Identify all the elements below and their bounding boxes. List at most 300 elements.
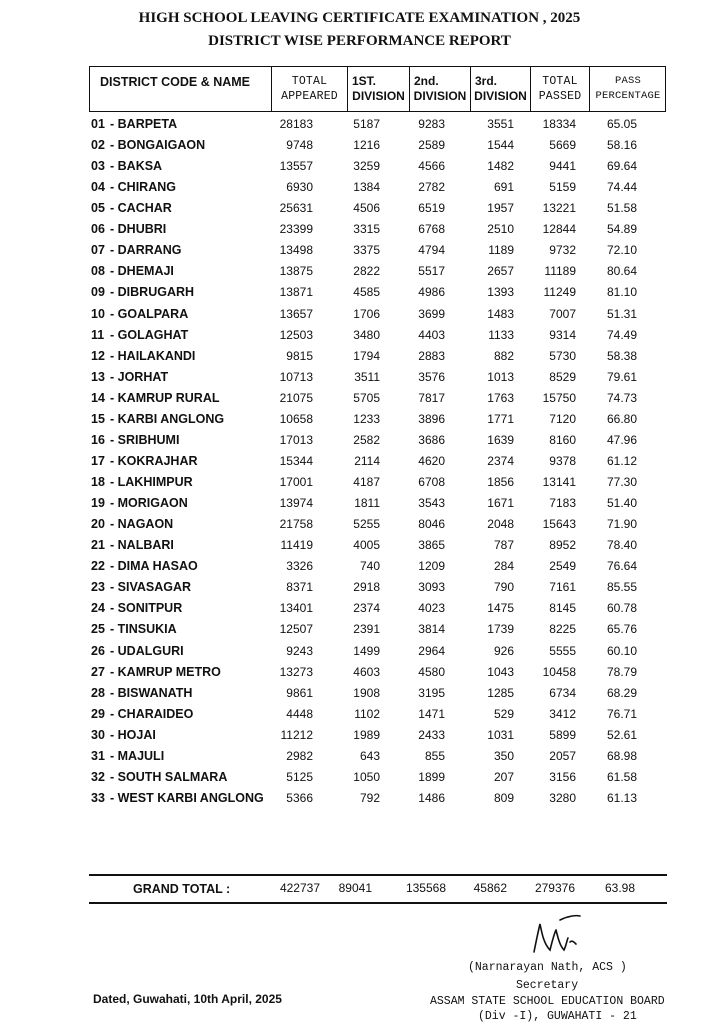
third-division: 1013: [487, 369, 514, 384]
grand-total-div1: 89041: [338, 881, 372, 895]
third-division: 691: [493, 180, 514, 195]
table-row: [0, 411, 719, 432]
pass-percentage: 51.40: [606, 496, 637, 511]
second-division: 3896: [418, 411, 445, 426]
first-division: 1811: [354, 496, 380, 511]
total-passed: 8952: [549, 538, 576, 553]
table-row: [0, 579, 719, 600]
total-passed: 5669: [549, 138, 576, 153]
pass-percentage: 51.58: [606, 201, 637, 216]
total-passed: 9378: [549, 453, 576, 468]
table-row: [0, 664, 719, 685]
second-division: 2883: [418, 348, 445, 363]
signatory-address: (Div -I), GUWAHATI - 21: [478, 1010, 637, 1023]
district-name: - CACHAR: [110, 201, 172, 216]
district-code: 02: [91, 138, 105, 153]
table-row: [0, 558, 719, 579]
district-name: - BAKSA: [110, 159, 163, 174]
district-name: - CHARAIDEO: [110, 706, 194, 721]
pass-percentage: 52.61: [606, 727, 637, 742]
first-division: 2582: [353, 432, 380, 447]
third-division: 1671: [487, 496, 514, 511]
first-division: 2918: [353, 580, 380, 595]
pass-percentage: 79.61: [606, 369, 637, 384]
second-division: 4794: [418, 243, 445, 258]
third-division: 790: [493, 580, 514, 595]
column-header-district: DISTRICT CODE & NAME: [100, 74, 250, 89]
third-division: 1856: [487, 475, 514, 490]
district-name: - TINSUKIA: [110, 622, 177, 637]
second-division: 3686: [418, 432, 445, 447]
second-division: 1486: [418, 790, 445, 805]
total-passed: 8145: [549, 601, 576, 616]
second-division: 5517: [418, 264, 445, 279]
second-division: 3093: [418, 580, 445, 595]
second-division: 3195: [418, 685, 445, 700]
column-header-div2: 2nd. DIVISION: [413, 74, 467, 103]
first-division: 4187: [353, 475, 380, 490]
total-appeared: 21758: [279, 517, 313, 532]
pass-percentage: 69.64: [606, 159, 637, 174]
table-row: [0, 263, 719, 284]
pass-percentage: 54.89: [606, 222, 637, 237]
first-division: 3511: [354, 369, 380, 384]
third-division: 1957: [487, 201, 514, 216]
pass-percentage: 77.30: [606, 475, 637, 490]
total-passed: 8529: [549, 369, 576, 384]
total-appeared: 13875: [279, 264, 313, 279]
table-row: [0, 790, 719, 811]
third-division: 1763: [487, 390, 514, 405]
second-division: 6708: [418, 475, 445, 490]
total-passed: 11249: [543, 285, 576, 300]
district-code: 15: [91, 411, 105, 426]
second-division: 1899: [418, 769, 445, 784]
district-code: 24: [91, 601, 105, 616]
total-passed: 8160: [549, 432, 576, 447]
second-division: 855: [424, 748, 445, 763]
table-row: [0, 516, 719, 537]
pass-percentage: 80.64: [606, 264, 637, 279]
total-appeared: 13273: [279, 664, 313, 679]
first-division: 792: [359, 790, 380, 805]
district-code: 32: [91, 769, 105, 784]
table-row: [0, 369, 719, 390]
pass-percentage: 76.71: [606, 706, 637, 721]
total-appeared: 17013: [279, 432, 313, 447]
table-row: [0, 621, 719, 642]
total-passed: 5159: [549, 180, 576, 195]
third-division: 1475: [487, 601, 514, 616]
district-code: 01: [91, 117, 105, 131]
third-division: 926: [493, 643, 514, 658]
district-code: 25: [91, 622, 105, 637]
district-code: 22: [91, 559, 105, 574]
second-division: 8046: [418, 517, 445, 532]
table-row: [0, 327, 719, 348]
district-code: 06: [91, 222, 105, 237]
table-row: [0, 158, 719, 179]
third-division: 2374: [487, 453, 514, 468]
district-code: 04: [91, 180, 105, 195]
third-division: 1639: [487, 432, 514, 447]
first-division: 1989: [353, 727, 380, 742]
table-row: [0, 600, 719, 621]
total-passed: 9732: [549, 243, 576, 258]
total-appeared: 23399: [279, 222, 313, 237]
first-division: 2374: [353, 601, 380, 616]
total-appeared: 8371: [286, 580, 313, 595]
total-passed: 3156: [549, 769, 576, 784]
third-division: 1483: [487, 306, 514, 321]
total-appeared: 9243: [286, 643, 313, 658]
first-division: 1102: [354, 706, 380, 721]
total-passed: 13141: [542, 475, 576, 490]
district-name: - BISWANATH: [110, 685, 193, 700]
table-row: [0, 474, 719, 495]
total-appeared: 10658: [279, 411, 313, 426]
grand-total-rule-top: [89, 874, 667, 876]
district-code: 10: [91, 306, 105, 321]
district-name: - MAJULI: [110, 748, 165, 763]
second-division: 1209: [418, 559, 445, 574]
pass-percentage: 81.10: [606, 285, 637, 300]
report-subtitle: DISTRICT WISE PERFORMANCE REPORT: [208, 33, 511, 49]
district-name: - BARPETA: [110, 117, 178, 131]
column-header-div3: 3rd. DIVISION: [474, 74, 527, 103]
pass-percentage: 47.96: [606, 432, 637, 447]
total-passed: 8225: [549, 622, 576, 637]
table-row: [0, 495, 719, 516]
total-appeared: 3326: [286, 559, 313, 574]
total-passed: 12844: [542, 222, 576, 237]
total-appeared: 13974: [279, 496, 313, 511]
date-line: Dated, Guwahati, 10th April, 2025: [93, 992, 282, 1006]
total-appeared: 9748: [286, 138, 313, 153]
grand-total-appeared: 422737: [279, 881, 320, 895]
district-name: - NAGAON: [110, 517, 174, 532]
total-passed: 2057: [549, 748, 576, 763]
total-appeared: 13401: [279, 601, 313, 616]
district-code: 19: [91, 496, 105, 511]
total-passed: 9314: [549, 327, 576, 342]
first-division: 5255: [353, 517, 380, 532]
district-name: - JORHAT: [110, 369, 169, 384]
first-division: 1216: [353, 138, 380, 153]
second-division: 2964: [418, 643, 445, 658]
total-appeared: 13657: [279, 306, 313, 321]
second-division: 3543: [418, 496, 445, 511]
total-passed: 5730: [549, 348, 576, 363]
table-row: [0, 221, 719, 242]
district-code: 07: [91, 243, 105, 258]
third-division: 3551: [487, 117, 514, 131]
second-division: 2782: [418, 180, 445, 195]
first-division: 3315: [353, 222, 380, 237]
second-division: 6519: [418, 201, 445, 216]
table-row: [0, 390, 719, 411]
total-passed: 5555: [549, 643, 576, 658]
district-code: 31: [91, 748, 105, 763]
grand-total-row: [0, 880, 719, 900]
total-passed: 7120: [549, 411, 576, 426]
district-code: 18: [91, 475, 105, 490]
first-division: 1050: [353, 769, 380, 784]
district-name: - KAMRUP RURAL: [110, 390, 220, 405]
district-code: 21: [91, 538, 105, 553]
pass-percentage: 78.79: [606, 664, 637, 679]
first-division: 2114: [354, 453, 380, 468]
first-division: 1908: [353, 685, 380, 700]
total-passed: 11189: [544, 264, 576, 279]
third-division: 529: [493, 706, 514, 721]
pass-percentage: 74.49: [606, 327, 637, 342]
district-name: - BONGAIGAON: [110, 138, 206, 153]
pass-percentage: 60.78: [606, 601, 637, 616]
total-appeared: 5125: [286, 769, 313, 784]
total-appeared: 6930: [286, 180, 313, 195]
district-code: 29: [91, 706, 105, 721]
district-code: 12: [91, 348, 105, 363]
first-division: 1794: [353, 348, 380, 363]
district-name: - KARBI ANGLONG: [110, 411, 225, 426]
total-appeared: 4448: [286, 706, 313, 721]
first-division: 1384: [353, 180, 380, 195]
total-appeared: 11419: [280, 538, 313, 553]
total-passed: 18334: [542, 117, 576, 131]
total-passed: 7007: [549, 306, 576, 321]
first-division: 3480: [353, 327, 380, 342]
first-division: 1499: [353, 643, 380, 658]
column-header-percentage: PASS PERCENTAGE: [595, 75, 661, 102]
third-division: 1739: [487, 622, 514, 637]
third-division: 2048: [487, 517, 514, 532]
total-passed: 9441: [549, 159, 576, 174]
total-passed: 15750: [542, 390, 576, 405]
second-division: 1471: [418, 706, 445, 721]
signature-image: [520, 912, 590, 960]
district-name: - SIVASAGAR: [110, 580, 192, 595]
total-passed: 2549: [549, 559, 576, 574]
total-passed: 3412: [549, 706, 576, 721]
second-division: 9283: [418, 117, 445, 131]
district-code: 13: [91, 369, 105, 384]
pass-percentage: 65.05: [606, 117, 637, 131]
first-division: 3259: [353, 159, 380, 174]
district-name: - GOALPARA: [110, 306, 189, 321]
second-division: 7817: [418, 390, 445, 405]
first-division: 1233: [353, 411, 380, 426]
total-appeared: 9861: [286, 685, 313, 700]
district-name: - NALBARI: [110, 538, 174, 553]
table-row: [0, 116, 719, 137]
first-division: 2822: [353, 264, 380, 279]
pass-percentage: 66.80: [606, 411, 637, 426]
first-division: 643: [359, 748, 380, 763]
total-passed: 10458: [542, 664, 576, 679]
district-name: - MORIGAON: [110, 496, 188, 511]
district-name: - DHEMAJI: [110, 264, 174, 279]
total-passed: 5899: [549, 727, 576, 742]
table-row: [0, 706, 719, 727]
table-row: [0, 306, 719, 327]
total-passed: 15643: [542, 517, 576, 532]
pass-percentage: 65.76: [606, 622, 637, 637]
total-appeared: 2982: [286, 748, 313, 763]
district-code: 28: [91, 685, 105, 700]
pass-percentage: 68.29: [606, 685, 637, 700]
second-division: 3699: [418, 306, 445, 321]
total-appeared: 12503: [279, 327, 313, 342]
first-division: 4506: [353, 201, 380, 216]
third-division: 1771: [487, 411, 514, 426]
table-row: [0, 453, 719, 474]
district-code: 05: [91, 201, 105, 216]
district-name: - KOKRAJHAR: [110, 453, 198, 468]
grand-total-div3: 45862: [473, 881, 507, 895]
column-header-passed: TOTAL PASSED: [538, 75, 582, 103]
total-appeared: 17001: [279, 475, 313, 490]
district-name: - DIBRUGARH: [110, 285, 195, 300]
third-division: 1482: [487, 159, 514, 174]
second-division: 4580: [418, 664, 445, 679]
second-division: 6768: [418, 222, 445, 237]
second-division: 4023: [418, 601, 445, 616]
district-name: - HOJAI: [110, 727, 156, 742]
table-row: [0, 200, 719, 221]
table-row: [0, 348, 719, 369]
total-passed: 6734: [549, 685, 576, 700]
table-row: [0, 179, 719, 200]
district-name: - DARRANG: [110, 243, 182, 258]
grand-total-label: GRAND TOTAL :: [133, 882, 231, 896]
pass-percentage: 74.73: [606, 390, 637, 405]
third-division: 787: [493, 538, 514, 553]
district-name: - DHUBRI: [110, 222, 167, 237]
district-code: 33: [91, 790, 105, 805]
second-division: 2433: [418, 727, 445, 742]
pass-percentage: 61.12: [606, 453, 637, 468]
signatory-name: (Narnarayan Nath, ACS ): [468, 961, 627, 974]
pass-percentage: 61.58: [606, 769, 637, 784]
first-division: 4585: [353, 285, 380, 300]
third-division: 1393: [487, 285, 514, 300]
total-appeared: 25631: [279, 201, 313, 216]
pass-percentage: 78.40: [606, 538, 637, 553]
pass-percentage: 61.13: [606, 790, 637, 805]
first-division: 2391: [353, 622, 380, 637]
pass-percentage: 60.10: [606, 643, 637, 658]
pass-percentage: 74.44: [606, 180, 637, 195]
district-name: - LAKHIMPUR: [110, 475, 193, 490]
first-division: 5705: [353, 390, 380, 405]
total-appeared: 21075: [279, 390, 313, 405]
third-division: 2657: [487, 264, 514, 279]
table-row: [0, 727, 719, 748]
district-code: 20: [91, 517, 105, 532]
district-code: 27: [91, 664, 105, 679]
pass-percentage: 72.10: [606, 243, 637, 258]
column-header-div1: 1ST. DIVISION: [352, 74, 405, 103]
third-division: 1133: [488, 327, 514, 342]
third-division: 1043: [487, 664, 514, 679]
total-appeared: 12507: [279, 622, 313, 637]
third-division: 2510: [487, 222, 514, 237]
first-division: 4005: [353, 538, 380, 553]
total-appeared: 5366: [286, 790, 313, 805]
grand-total-rule-bottom: [89, 902, 667, 904]
pass-percentage: 71.90: [606, 517, 637, 532]
total-appeared: 10713: [279, 369, 313, 384]
total-appeared: 9815: [286, 348, 313, 363]
signatory-organization: ASSAM STATE SCHOOL EDUCATION BOARD: [430, 995, 665, 1008]
third-division: 207: [493, 769, 514, 784]
total-appeared: 13557: [279, 159, 313, 174]
signatory-designation: Secretary: [516, 979, 579, 992]
grand-total-percentage: 63.98: [604, 881, 635, 895]
table-row: [0, 685, 719, 706]
column-header-appeared: TOTAL APPEARED: [281, 75, 338, 103]
second-division: 2589: [418, 138, 445, 153]
third-division: 809: [493, 790, 514, 805]
third-division: 1285: [487, 685, 514, 700]
table-row: [0, 432, 719, 453]
district-name: - WEST KARBI ANGLONG: [110, 790, 264, 805]
total-appeared: 15344: [279, 453, 313, 468]
grand-total-passed: 279376: [534, 881, 575, 895]
district-code: 30: [91, 727, 105, 742]
second-division: 3865: [418, 538, 445, 553]
total-appeared: 28183: [279, 117, 313, 131]
pass-percentage: 58.16: [606, 138, 637, 153]
total-passed: 13221: [542, 201, 576, 216]
district-name: - SOUTH SALMARA: [110, 769, 228, 784]
district-name: - SONITPUR: [110, 601, 183, 616]
pass-percentage: 76.64: [606, 559, 637, 574]
report-title: HIGH SCHOOL LEAVING CERTIFICATE EXAMINATION , 2025: [138, 10, 581, 26]
second-division: 3814: [418, 622, 445, 637]
total-passed: 7183: [549, 496, 576, 511]
district-name: - KAMRUP METRO: [110, 664, 221, 679]
third-division: 882: [493, 348, 514, 363]
district-code: 23: [91, 580, 105, 595]
district-name: - UDALGURI: [110, 643, 184, 658]
district-code: 17: [91, 453, 105, 468]
table-row: [0, 769, 719, 790]
table-row: [0, 537, 719, 558]
first-division: 740: [359, 559, 380, 574]
district-code: 03: [91, 159, 105, 174]
district-code: 16: [91, 432, 105, 447]
second-division: 4986: [418, 285, 445, 300]
total-appeared: 13498: [279, 243, 313, 258]
third-division: 1189: [488, 243, 514, 258]
pass-percentage: 68.98: [606, 748, 637, 763]
district-name: - DIMA HASAO: [110, 559, 198, 574]
first-division: 3375: [353, 243, 380, 258]
table-row: [0, 643, 719, 664]
district-code: 09: [91, 285, 105, 300]
district-name: - HAILAKANDI: [110, 348, 196, 363]
district-code: 11: [91, 327, 105, 342]
third-division: 1544: [487, 138, 514, 153]
third-division: 1031: [487, 727, 514, 742]
pass-percentage: 58.38: [606, 348, 637, 363]
total-passed: 3280: [549, 790, 576, 805]
total-appeared: 11212: [280, 727, 313, 742]
district-name: - SRIBHUMI: [110, 432, 180, 447]
district-code: 26: [91, 643, 105, 658]
